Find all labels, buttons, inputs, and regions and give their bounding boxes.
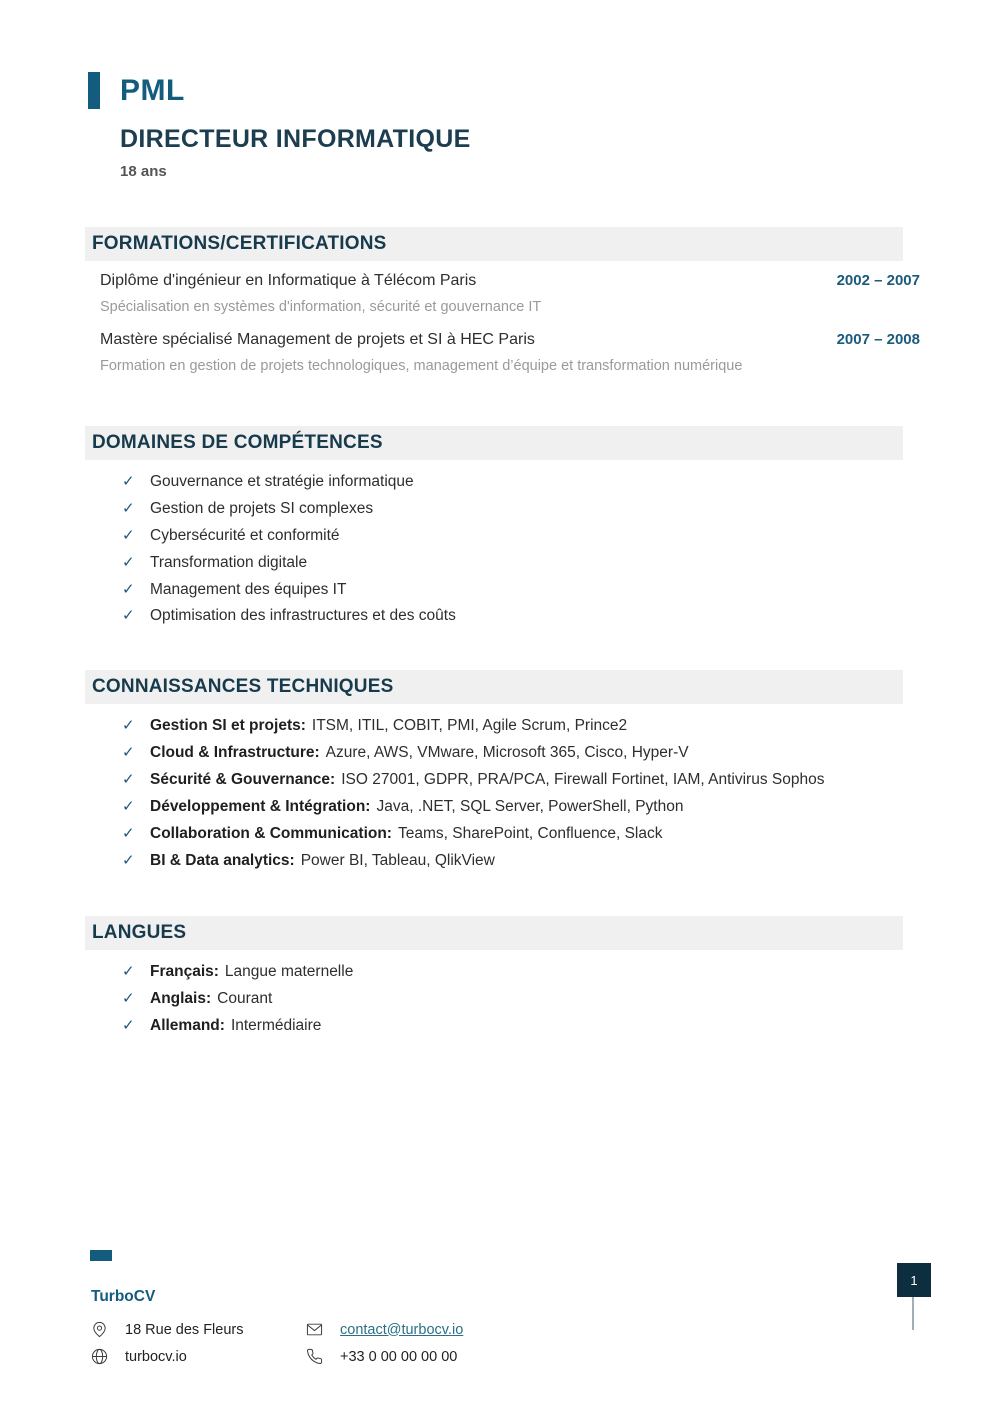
- language-level: Courant: [217, 989, 273, 1007]
- check-icon: ✓: [122, 553, 135, 571]
- section-heading-domaines: DOMAINES DE COMPÉTENCES: [85, 426, 903, 460]
- skill-text: Transformation digitale: [150, 553, 308, 571]
- skill-category: BI & Data analytics:: [150, 851, 295, 869]
- formation-entry: [100, 272, 920, 318]
- skill-category: Collaboration & Communication:: [150, 825, 392, 842]
- email-link[interactable]: contact@turbocv.io: [340, 1321, 464, 1338]
- check-icon: ✓: [122, 607, 135, 625]
- language-name: Français:: [150, 962, 219, 980]
- list-item: [122, 1017, 920, 1036]
- list-item: [122, 581, 920, 600]
- skill-values: ITSM, ITIL, COBIT, PMI, Agile Scrum, Prince2: [311, 717, 628, 735]
- list-item: [122, 527, 920, 546]
- list-item: [122, 554, 920, 573]
- list-item: [122, 798, 920, 817]
- skill-values: Power BI, Tableau, QlikView: [300, 851, 495, 869]
- language-level: Intermédiaire: [230, 1016, 322, 1034]
- skill-text: Management des équipes IT: [150, 580, 347, 598]
- job-title: DIRECTEUR INFORMATIQUE: [120, 125, 471, 153]
- phone-text: +33 0 00 00 00 00: [340, 1348, 458, 1365]
- list-item: [122, 963, 920, 982]
- connaissances-list: [85, 717, 920, 870]
- skill-values: Java, .NET, SQL Server, PowerShell, Python: [376, 798, 684, 816]
- skill-category: Sécurité & Gouvernance:: [150, 771, 336, 789]
- envelope-icon: [306, 1321, 323, 1338]
- accent-bar: [88, 72, 100, 109]
- formation-dates: 2007 – 2008: [836, 331, 920, 349]
- skill-category: Cloud & Infrastructure:: [150, 744, 320, 762]
- section-heading-langues: LANGUES: [85, 916, 903, 950]
- check-icon: ✓: [122, 717, 135, 735]
- check-icon: ✓: [122, 825, 135, 842]
- list-item: [122, 607, 920, 626]
- candidate-initials: PML: [120, 73, 185, 107]
- language-name: Allemand:: [150, 1016, 225, 1034]
- section-heading-formations: FORMATIONS/CERTIFICATIONS: [85, 227, 903, 261]
- phone-icon: [306, 1348, 323, 1365]
- website-text: turbocv.io: [125, 1348, 187, 1365]
- list-item: [122, 990, 920, 1009]
- footer: [91, 1288, 463, 1370]
- location-pin-icon: [91, 1321, 108, 1338]
- check-icon: ✓: [122, 851, 135, 869]
- formation-entry: [100, 331, 920, 377]
- globe-icon: [91, 1348, 108, 1365]
- formation-title: Mastère spécialisé Management de projets et SI à HEC Paris: [100, 331, 535, 349]
- formation-description: Formation en gestion de projets technologiques, management d’équipe et transformation numérique: [100, 358, 743, 375]
- formations-entries: [85, 261, 920, 378]
- page-number-badge: 1: [897, 1263, 931, 1297]
- skill-category: Développement & Intégration:: [150, 798, 371, 816]
- check-icon: ✓: [122, 771, 135, 789]
- header: [85, 0, 920, 180]
- language-name: Anglais:: [150, 989, 212, 1007]
- experience-years: 18 ans: [120, 163, 167, 180]
- check-icon: ✓: [122, 526, 135, 544]
- list-item: [122, 825, 920, 844]
- skill-values: Teams, SharePoint, Confluence, Slack: [397, 825, 663, 842]
- check-icon: ✓: [122, 472, 135, 490]
- check-icon: ✓: [122, 499, 135, 517]
- langues-list: [85, 963, 920, 1036]
- list-item: [122, 771, 920, 790]
- skill-values: Azure, AWS, VMware, Microsoft 365, Cisco, Hyper-V: [325, 744, 689, 762]
- check-icon: ✓: [122, 989, 135, 1007]
- skill-text: Optimisation des infrastructures et des coûts: [150, 607, 456, 625]
- list-item: [122, 744, 920, 763]
- formation-description: Spécialisation en systèmes d'information, sécurité et gouvernance IT: [100, 299, 542, 315]
- formation-title: Diplôme d'ingénieur en Informatique à Télécom Paris: [100, 272, 477, 289]
- check-icon: ✓: [122, 1016, 135, 1034]
- list-item: [122, 717, 920, 736]
- check-icon: ✓: [122, 798, 135, 816]
- formation-dates: 2002 – 2007: [836, 272, 920, 289]
- page-number-line: [912, 1297, 914, 1330]
- footer-accent-mark: [90, 1250, 112, 1261]
- address-text: 18 Rue des Fleurs: [125, 1321, 244, 1338]
- skill-values: ISO 27001, GDPR, PRA/PCA, Firewall Fortinet, IAM, Antivirus Sophos: [341, 771, 825, 789]
- skill-text: Gouvernance et stratégie informatique: [150, 472, 414, 490]
- skill-text: Gestion de projets SI complexes: [150, 499, 374, 517]
- check-icon: ✓: [122, 744, 135, 762]
- check-icon: ✓: [122, 580, 135, 598]
- domaines-list: [85, 473, 920, 626]
- list-item: [122, 500, 920, 519]
- section-heading-connaissances: CONNAISSANCES TECHNIQUES: [85, 670, 903, 704]
- skill-category: Gestion SI et projets:: [150, 717, 306, 735]
- language-level: Langue maternelle: [224, 962, 354, 980]
- check-icon: ✓: [122, 962, 135, 980]
- list-item: [122, 473, 920, 492]
- skill-text: Cybersécurité et conformité: [150, 526, 340, 544]
- brand-name: TurboCV: [91, 1288, 156, 1305]
- list-item: [122, 852, 920, 871]
